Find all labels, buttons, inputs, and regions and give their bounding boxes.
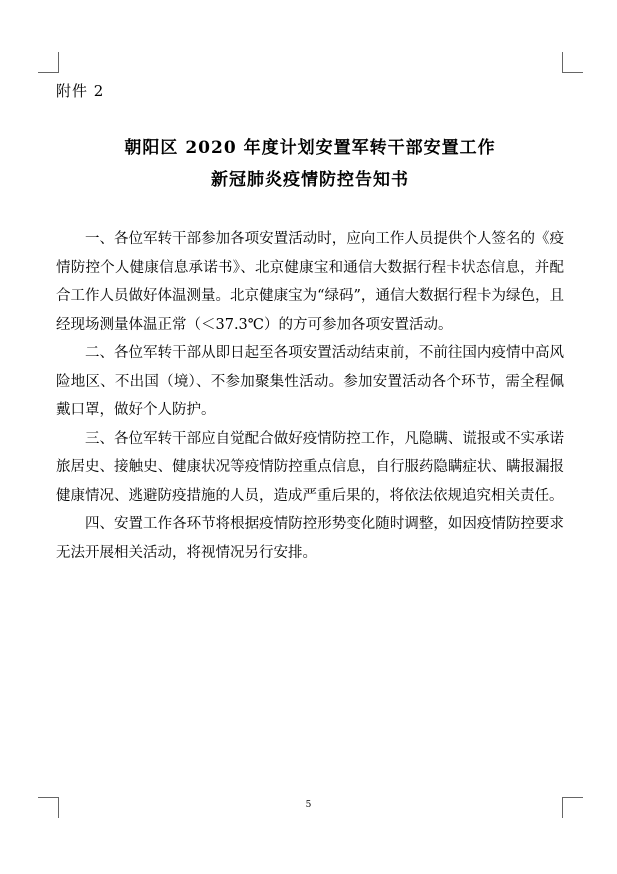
crop-mark-top-right	[562, 52, 583, 73]
paragraph-2: 二、各位军转干部从即日起至各项安置活动结束前，不前往国内疫情中高风险地区、不出国（境）、不参加聚集性活动。参加安置活动各个环节，需全程佩戴口罩，做好个人防护。	[56, 345, 564, 418]
paragraph-3: 三、各位军转干部应自觉配合做好疫情防控工作，凡隐瞒、谎报或不实承诺旅居史、接触史、健康状况等疫情防控重点信息，自行服药隐瞒症状、瞒报漏报健康情况、逃避防疫措施的人员，造成严重后果的，将依法依规追究相关责任。	[56, 430, 564, 504]
crop-mark-top-left	[38, 52, 59, 73]
document-title-line-2: 新冠肺炎疫情防控告知书	[211, 170, 409, 190]
document-title-line-1: 朝阳区 2020 年度计划安置军转干部安置工作	[124, 138, 496, 158]
page-number: 5	[305, 800, 312, 810]
attachment-label: 附件 2	[56, 82, 105, 100]
document-body	[56, 225, 564, 567]
paragraph-1: 一、各位军转干部参加各项安置活动时，应向工作人员提供个人签名的《疫情防控个人健康信息承诺书》、北京健康宝和通信大数据行程卡状态信息，并配合工作人员做好体温测量。北京健康宝为“绿码”，通信大数据行程卡为绿色，且经现场测量体温正常（＜37.3℃）的方可参加各项安置活动。	[56, 231, 564, 333]
paragraph-4: 四、安置工作各环节将根据疫情防控形势变化随时调整，如因疫情防控要求无法开展相关活动，将视情况另行安排。	[56, 516, 564, 561]
